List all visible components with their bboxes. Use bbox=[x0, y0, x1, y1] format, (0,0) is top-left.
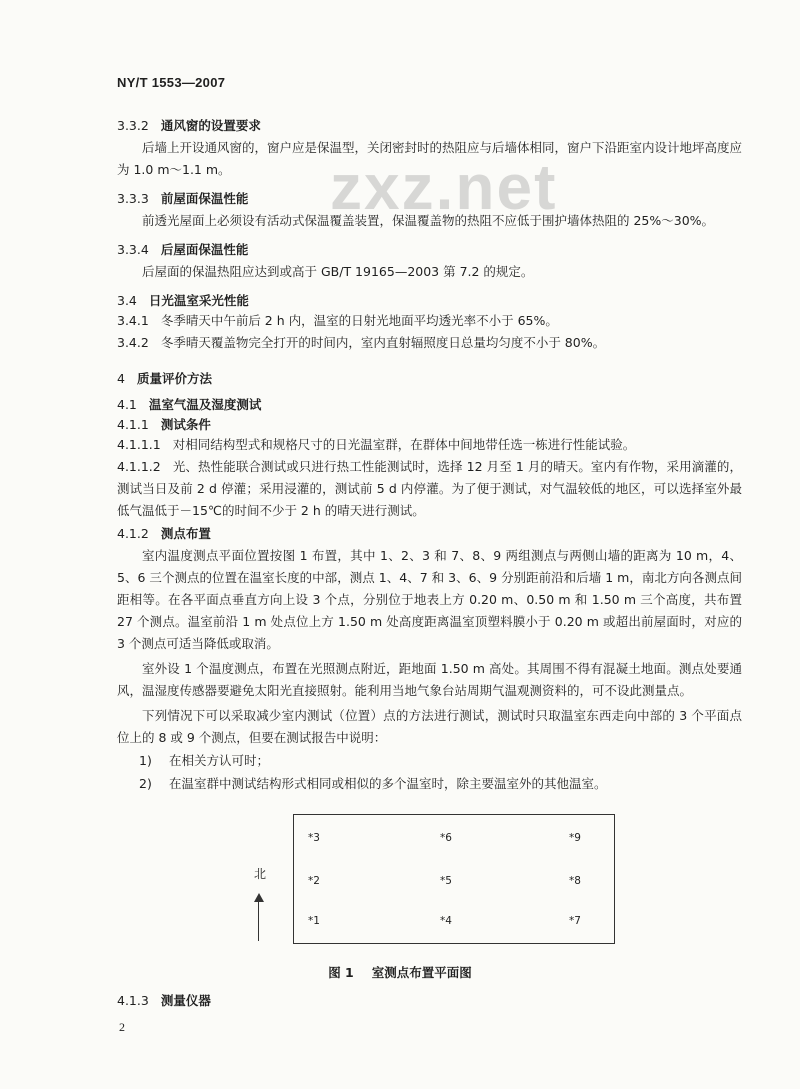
section-4-1-1-heading bbox=[117, 417, 742, 433]
clause-text: 对相同结构型式和规格尺寸的日光温室群，在群体中间地带任选一栋进行性能试验。 bbox=[172, 437, 636, 452]
north-arrow bbox=[254, 865, 270, 941]
section-title: 质量评价方法 bbox=[136, 371, 212, 386]
clause-number: 4.1.1.1 bbox=[117, 437, 161, 452]
section-3-3-2-heading bbox=[117, 118, 742, 134]
page-number: 2 bbox=[119, 1020, 125, 1034]
arrow-shaft bbox=[258, 901, 259, 941]
section-number: 3.4 bbox=[117, 293, 137, 308]
north-label: 北 bbox=[254, 867, 267, 881]
section-4-1-1-2-clause bbox=[117, 456, 742, 522]
clause-text: 冬季晴天覆盖物完全打开的时间内，室内直射辐照度日总量均匀度不小于 80%。 bbox=[160, 335, 606, 350]
section-3-3-2-paragraph: 后墙上开设通风窗的，窗户应是保温型，关闭密封时的热阻应与后墙体相同，窗户下沿距室内设计地坪高度应为 1.0 m～1.1 m。 bbox=[117, 140, 743, 177]
section-4-heading bbox=[117, 371, 742, 387]
section-4-1-2-paragraph-3: 下列情况下可以采取减少室内测试（位置）点的方法进行测试，测试时只取温室东西走向中部的 3 个平面点位上的 8 或 9 个测点，但要在测试报告中说明： bbox=[117, 708, 742, 745]
list-text: 在相关方认可时； bbox=[169, 753, 270, 768]
section-title: 测试条件 bbox=[160, 417, 211, 432]
section-title: 日光温室采光性能 bbox=[148, 293, 249, 308]
measurement-point: *2 bbox=[308, 875, 320, 887]
section-number: 4.1.2 bbox=[117, 526, 149, 541]
section-3-4-heading bbox=[117, 293, 742, 309]
clause-text: 光、热性能联合测试或只进行热工性能测试时，选择 12 月至 1 月的晴天。室内有作物，采用滴灌的，测试当日及前 2 d 停灌；采用浸灌的，测试前 5 d 内停灌。为了便于测试，对气温较低的地区，可以选择室外最低气温低于－15℃的时间不少于 2 h 的晴天进行测试。 bbox=[117, 459, 742, 518]
measurement-point-plan bbox=[293, 814, 615, 944]
measurement-point: *1 bbox=[308, 915, 320, 927]
section-number: 4 bbox=[117, 371, 125, 386]
measurement-point: *7 bbox=[569, 915, 581, 927]
section-number: 3.3.4 bbox=[117, 242, 149, 257]
figure-title: 室测点布置平面图 bbox=[371, 965, 472, 980]
measurement-point: *8 bbox=[569, 875, 581, 887]
list-marker: 1) bbox=[139, 753, 152, 768]
list-item bbox=[117, 750, 742, 772]
document-body bbox=[117, 108, 742, 795]
section-4-1-heading bbox=[117, 397, 742, 413]
standard-code: NY/T 1553—2007 bbox=[117, 75, 226, 90]
section-number: 3.3.2 bbox=[117, 118, 149, 133]
section-number: 4.1 bbox=[117, 397, 137, 412]
clause-text: 冬季晴天中午前后 2 h 内，温室的日射光地面平均透光率不小于 65%。 bbox=[160, 313, 558, 328]
section-title: 通风窗的设置要求 bbox=[160, 118, 261, 133]
figure-label: 图 1 bbox=[328, 965, 354, 980]
section-3-3-4-heading bbox=[117, 242, 742, 258]
measurement-point: *5 bbox=[440, 875, 452, 887]
section-4-1-1-1-clause bbox=[117, 434, 742, 455]
section-title: 测点布置 bbox=[160, 526, 211, 541]
section-3-4-2-clause bbox=[117, 332, 742, 353]
list-text: 在温室群中测试结构形式相同或相似的多个温室时，除主要温室外的其他温室。 bbox=[169, 776, 607, 791]
figure-caption bbox=[0, 963, 800, 981]
list-item bbox=[117, 773, 742, 795]
section-3-3-3-paragraph: 前透光屋面上必须设有活动式保温覆盖装置，保温覆盖物的热阻不应低于围护墙体热阻的 25%～30%。 bbox=[142, 213, 715, 228]
list-marker: 2) bbox=[139, 776, 152, 791]
section-3-3-3-heading bbox=[117, 191, 742, 207]
clause-number: 4.1.1.2 bbox=[117, 459, 161, 474]
section-number: 4.1.3 bbox=[117, 993, 149, 1008]
section-3-4-1-clause bbox=[117, 310, 742, 331]
section-4-1-2-paragraph-2: 室外设 1 个温度测点，布置在光照测点附近，距地面 1.50 m 高处。其周围不得有混凝土地面。测点处要通风，温湿度传感器要避免太阳光直接照射。能利用当地气象台站周期气温观测资料的，可不设此测量点。 bbox=[117, 661, 742, 698]
section-title: 前屋面保温性能 bbox=[160, 191, 249, 206]
section-4-1-3-heading bbox=[117, 991, 211, 1009]
section-4-1-2-paragraph-1: 室内温度测点平面位置按图 1 布置，其中 1、2、3 和 7、8、9 两组测点与两侧山墙的距离为 10 m，4、5、6 三个测点的位置在温室长度的中部，测点 1、4、7 和 3、6、9 分别距前沿和后墙 1 m，南北方向各测点间距相等。在各平面点垂直方向上设 3 个点，分别位于地表上方 0.20 m、0.50 m 和 1.50 m 三个高度，共布置 27 个测点。温室前沿 1 m 处点位上方 1.50 m 处高度距离温室顶塑料膜小于 0.20 m 或超出前屋面时，对应的 3 个测点可适当降低或取消。 bbox=[117, 548, 742, 651]
measurement-point: *3 bbox=[308, 832, 320, 844]
section-title: 后屋面保温性能 bbox=[160, 242, 249, 257]
arrow-up-icon bbox=[254, 893, 264, 902]
measurement-point: *4 bbox=[440, 915, 452, 927]
section-number: 3.3.3 bbox=[117, 191, 149, 206]
clause-number: 3.4.1 bbox=[117, 313, 149, 328]
measurement-point: *6 bbox=[440, 832, 452, 844]
section-4-1-2-heading bbox=[117, 526, 742, 542]
section-title: 温室气温及湿度测试 bbox=[148, 397, 262, 412]
measurement-point: *9 bbox=[569, 832, 581, 844]
section-number: 4.1.1 bbox=[117, 417, 149, 432]
watermark-text: zxz.net bbox=[330, 151, 558, 223]
clause-number: 3.4.2 bbox=[117, 335, 149, 350]
section-3-3-4-paragraph: 后屋面的保温热阻应达到或高于 GB/T 19165—2003 第 7.2 的规定。 bbox=[142, 264, 534, 279]
section-title: 测量仪器 bbox=[160, 993, 211, 1008]
